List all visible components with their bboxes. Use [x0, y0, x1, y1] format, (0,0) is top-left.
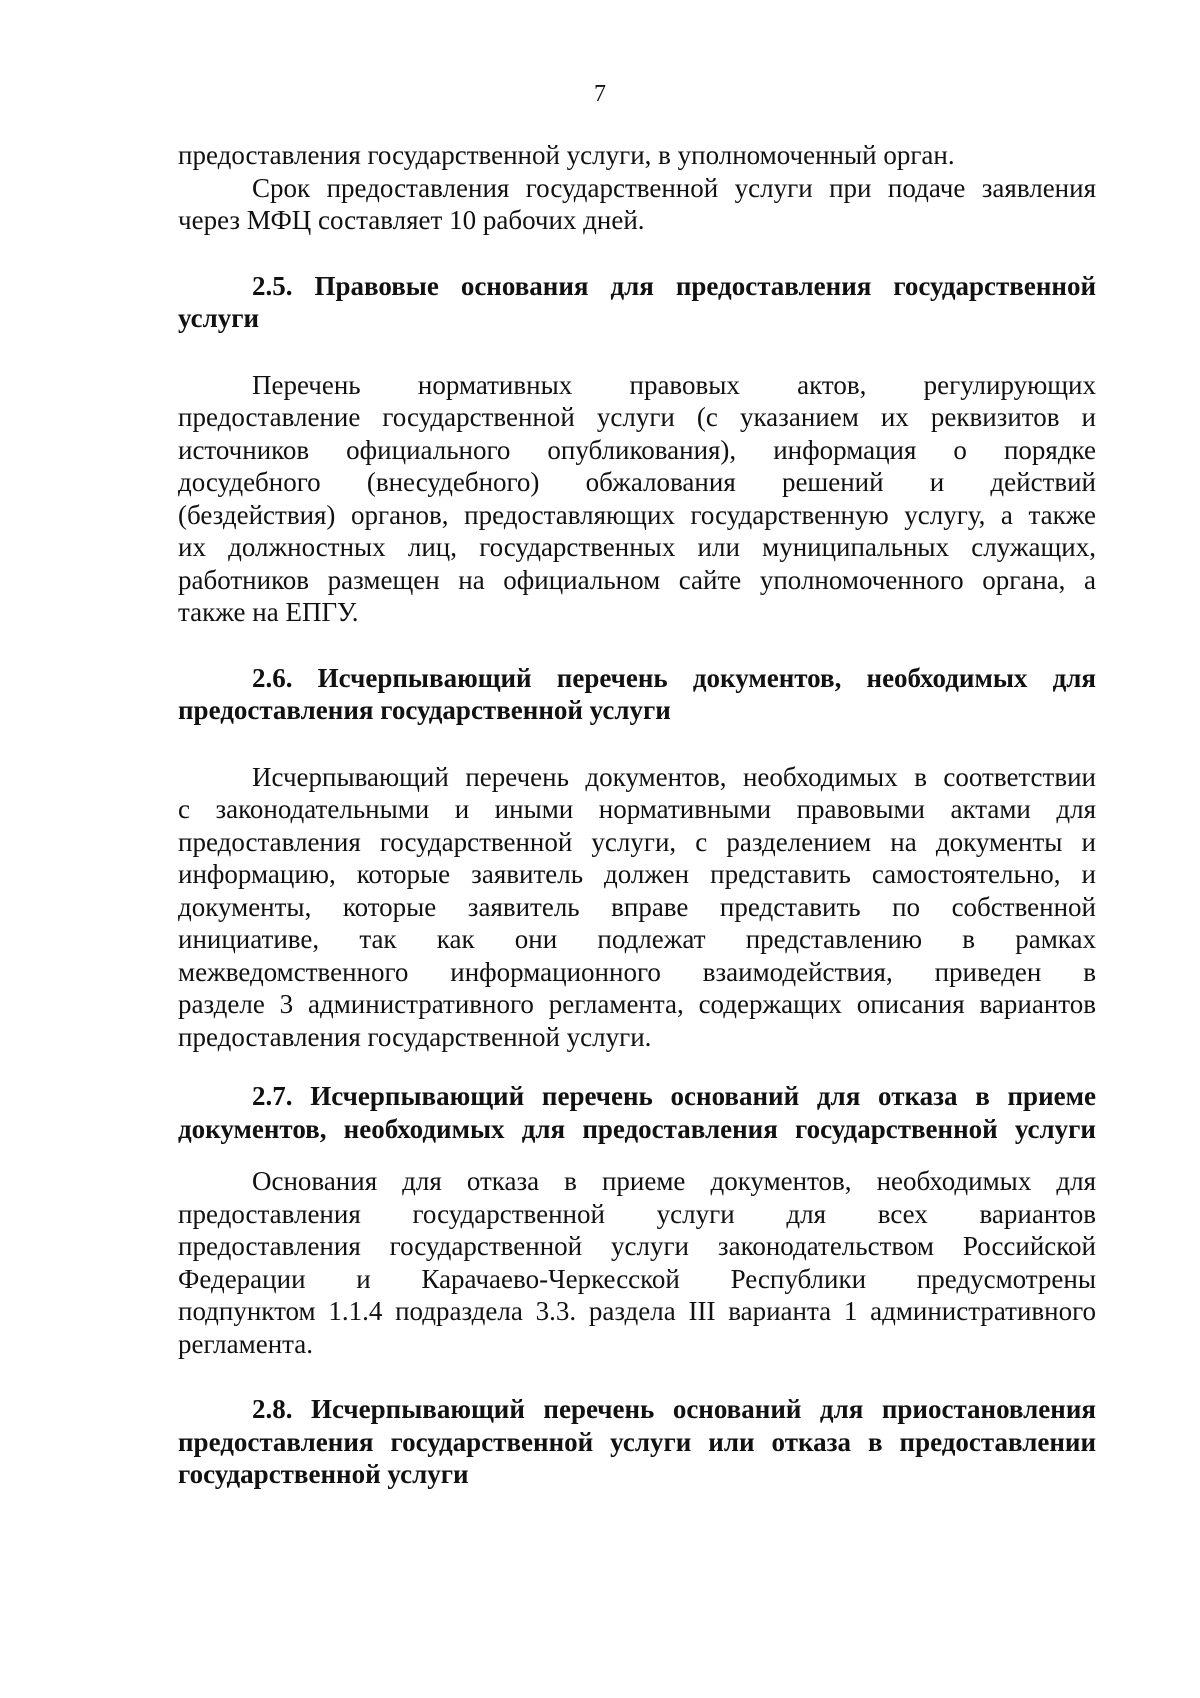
paragraph-line: предоставления государственной услуги, в уполномоченный орган.	[178, 140, 955, 170]
section-heading: 2.5. Правовые основания для предоставления государственной	[252, 270, 1096, 301]
paragraph-line: межведомственного информационного взаимодействия, приведен в	[178, 956, 1096, 987]
section-heading: предоставления государственной услуги	[178, 695, 671, 725]
paragraph-line: предоставления государственной услуги, с разделением на документы и	[178, 826, 1096, 857]
paragraph-line: подпунктом 1.1.4 подраздела 3.3. раздела III варианта 1 административного	[178, 1296, 1096, 1326]
paragraph-line: Перечень нормативных правовых актов, регулирующих	[252, 369, 1096, 400]
paragraph-line: регламента.	[178, 1328, 314, 1359]
paragraph-line: через МФЦ составляет 10 рабочих дней.	[178, 205, 645, 235]
paragraph-line: также на ЕПГУ.	[178, 597, 359, 627]
paragraph-line: информацию, которые заявитель должен представить самостоятельно, и	[178, 859, 1096, 889]
paragraph-line: предоставление государственной услуги (с указанием их реквизитов и	[178, 402, 1096, 432]
section-heading: государственной услуги	[178, 1459, 469, 1489]
paragraph-line: инициативе, так как они подлежат представлению в рамках	[178, 924, 1096, 954]
paragraph-line: предоставления государственной услуги законодательством Российской	[178, 1231, 1096, 1261]
paragraph-line: предоставления государственной услуги.	[178, 1021, 652, 1052]
section-heading: документов, необходимых для предоставления государственной услуги	[178, 1113, 1096, 1144]
paragraph-line: работников размещен на официальном сайте уполномоченного органа, а	[178, 564, 1096, 595]
paragraph-line: Федерации и Карачаево-Черкесской Республики предусмотрены	[178, 1263, 1096, 1294]
paragraph-line: досудебного (внесудебного) обжалования решений и действий	[178, 467, 1096, 497]
paragraph-line: разделе 3 административного регламента, содержащих описания вариантов	[178, 989, 1096, 1019]
page-number: 7	[594, 81, 606, 107]
paragraph-line: предоставления государственной услуги для всех вариантов	[178, 1198, 1096, 1229]
section-heading: 2.8. Исчерпывающий перечень оснований для приостановления	[252, 1394, 1096, 1424]
section-heading: услуги	[178, 303, 260, 333]
paragraph-line: источников официального опубликования), информация о порядке	[178, 434, 1096, 465]
paragraph-line: Исчерпывающий перечень документов, необходимых в соответствии	[252, 761, 1096, 792]
paragraph-line: документы, которые заявитель вправе представить по собственной	[178, 891, 1096, 922]
paragraph-line: (бездействия) органов, предоставляющих государственную услугу, а также	[178, 499, 1096, 530]
document-content	[178, 139, 1096, 1491]
paragraph-line: Основания для отказа в приеме документов, необходимых для	[252, 1166, 1096, 1196]
section-heading: 2.6. Исчерпывающий перечень документов, необходимых для	[252, 662, 1096, 693]
paragraph-line: Срок предоставления государственной услуги при подаче заявления	[252, 172, 1096, 203]
section-heading: предоставления государственной услуги или отказа в предоставлении	[178, 1426, 1096, 1457]
paragraph-line: их должностных лиц, государственных или муниципальных служащих,	[178, 532, 1096, 562]
paragraph-line: с законодательными и иными нормативными правовыми актами для	[178, 794, 1096, 824]
section-heading: 2.7. Исчерпывающий перечень оснований для отказа в приеме	[252, 1081, 1096, 1111]
